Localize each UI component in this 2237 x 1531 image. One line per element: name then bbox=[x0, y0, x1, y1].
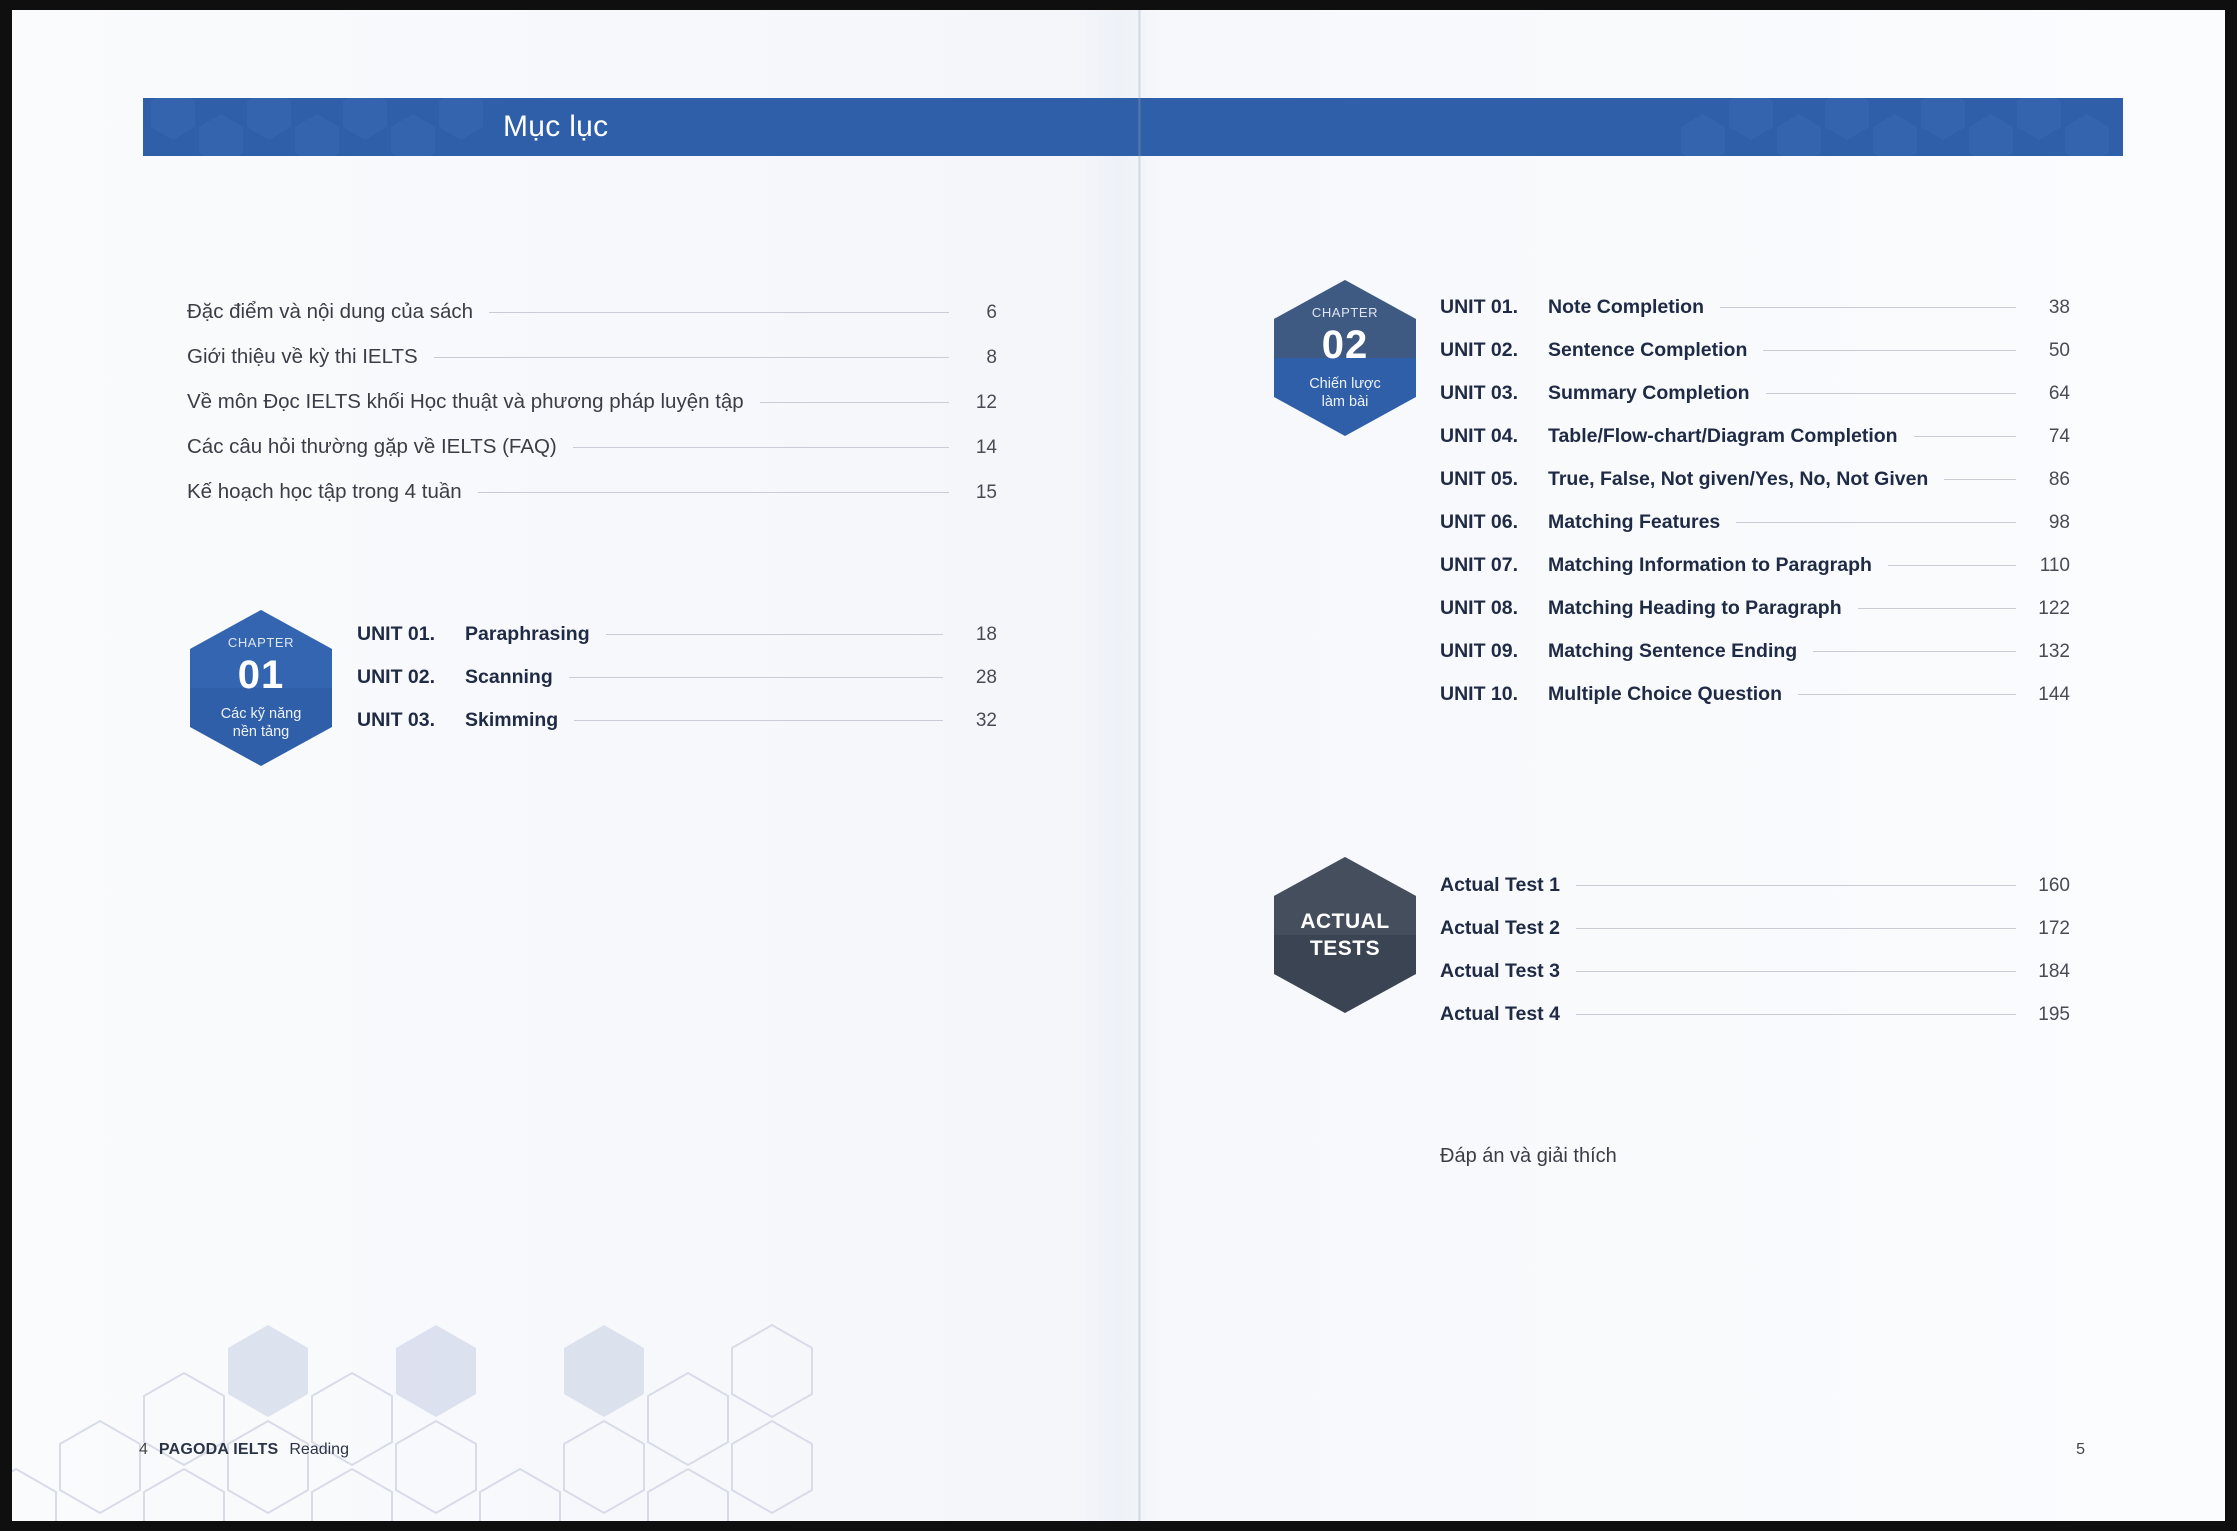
left-page-number: 4 bbox=[139, 1441, 148, 1458]
unit-page: 132 bbox=[2038, 641, 2070, 662]
actual-test-page: 172 bbox=[2038, 918, 2070, 939]
actual-test-title: Actual Test 3 bbox=[1440, 960, 1560, 982]
chapter-number: 02 bbox=[1321, 323, 1369, 367]
actual-test-row[interactable] bbox=[1440, 917, 2070, 960]
toc-row[interactable] bbox=[187, 390, 997, 435]
unit-page: 74 bbox=[2048, 426, 2070, 447]
toc-label: Kế hoạch học tập trong 4 tuần bbox=[187, 480, 462, 503]
unit-number: UNIT 07. bbox=[1440, 554, 1519, 576]
unit-page: 122 bbox=[2038, 598, 2070, 619]
toc-page: 15 bbox=[975, 482, 997, 503]
actual-test-row[interactable] bbox=[1440, 960, 2070, 1003]
chapter-subtitle-line1: Chiến lược bbox=[1309, 376, 1381, 392]
chapter-subtitle-line2: làm bài bbox=[1321, 394, 1369, 411]
actual-test-title: Actual Test 1 bbox=[1440, 874, 1560, 896]
chapter-number: 01 bbox=[237, 653, 285, 697]
actual-test-page: 195 bbox=[2038, 1004, 2070, 1025]
unit-number: UNIT 04. bbox=[1440, 425, 1519, 447]
actual-test-row[interactable] bbox=[1440, 1003, 2070, 1046]
actual-test-page: 160 bbox=[2038, 875, 2070, 896]
unit-title: True, False, Not given/Yes, No, Not Given bbox=[1548, 468, 1929, 490]
leader-dots bbox=[1736, 522, 2016, 523]
unit-title: Paraphrasing bbox=[465, 623, 590, 645]
leader-dots bbox=[1798, 694, 2016, 695]
unit-title: Matching Sentence Ending bbox=[1548, 640, 1798, 662]
unit-title: Skimming bbox=[465, 709, 559, 731]
actual-tests-list bbox=[1440, 874, 2070, 1046]
unit-row[interactable] bbox=[1440, 640, 2070, 683]
leader-dots bbox=[478, 492, 949, 493]
unit-page: 18 bbox=[975, 624, 997, 645]
leader-dots bbox=[1914, 436, 2016, 437]
leader-dots bbox=[1763, 350, 2016, 351]
unit-row[interactable] bbox=[1440, 296, 2070, 339]
leader-dots bbox=[489, 312, 949, 313]
chapter-01-badge bbox=[188, 608, 334, 768]
leader-dots bbox=[573, 447, 949, 448]
leader-dots bbox=[1766, 393, 2016, 394]
unit-title: Table/Flow-chart/Diagram Completion bbox=[1548, 425, 1898, 447]
toc-page: 6 bbox=[986, 302, 997, 323]
book-spread bbox=[12, 10, 2225, 1521]
unit-page: 38 bbox=[2048, 297, 2070, 318]
leader-dots bbox=[760, 402, 949, 403]
unit-row[interactable] bbox=[1440, 425, 2070, 468]
unit-row[interactable] bbox=[357, 623, 997, 666]
unit-number: UNIT 08. bbox=[1440, 597, 1519, 619]
answer-note: Đáp án và giải thích bbox=[1440, 1145, 1617, 1167]
leader-dots bbox=[1944, 479, 2016, 480]
unit-row[interactable] bbox=[1440, 554, 2070, 597]
actual-tests-badge-text bbox=[1272, 855, 1418, 1015]
leader-dots bbox=[1858, 608, 2016, 609]
chapter-subtitle-line1: Các kỹ năng bbox=[220, 706, 302, 722]
unit-title: Matching Information to Paragraph bbox=[1548, 554, 1872, 576]
unit-title: Multiple Choice Question bbox=[1548, 683, 1783, 705]
actual-test-row[interactable] bbox=[1440, 874, 2070, 917]
toc-row[interactable] bbox=[187, 300, 997, 345]
toc-label: Giới thiệu về kỳ thi IELTS bbox=[187, 345, 418, 368]
leader-dots bbox=[1888, 565, 2016, 566]
page-title: Mục lục bbox=[503, 110, 609, 143]
leader-dots bbox=[574, 720, 943, 721]
footer-brand: PAGODA IELTS bbox=[158, 1441, 279, 1458]
unit-row[interactable] bbox=[1440, 468, 2070, 511]
toc-label: Các câu hỏi thường gặp về IELTS (FAQ) bbox=[187, 435, 557, 458]
unit-page: 28 bbox=[975, 667, 997, 688]
unit-number: UNIT 01. bbox=[357, 623, 436, 645]
actual-test-title: Actual Test 4 bbox=[1440, 1003, 1560, 1025]
unit-title: Note Completion bbox=[1548, 296, 1704, 318]
actual-tests-line1: ACTUAL bbox=[1300, 909, 1390, 933]
leader-dots bbox=[1576, 928, 2016, 929]
chapter-01-unit-list bbox=[357, 623, 997, 752]
toc-page: 8 bbox=[986, 347, 997, 368]
unit-number: UNIT 03. bbox=[357, 709, 436, 731]
toc-page: 12 bbox=[975, 392, 997, 413]
leader-dots bbox=[606, 634, 943, 635]
unit-number: UNIT 10. bbox=[1440, 683, 1519, 705]
book-gutter bbox=[1138, 10, 1141, 1521]
chapter-02-badge-text bbox=[1272, 278, 1418, 438]
chapter-kicker: CHAPTER bbox=[1311, 304, 1379, 320]
leader-dots bbox=[1576, 1014, 2016, 1015]
unit-page: 98 bbox=[2048, 512, 2070, 533]
chapter-02-unit-list bbox=[1440, 296, 2070, 726]
unit-number: UNIT 06. bbox=[1440, 511, 1519, 533]
right-page-footer: 5 bbox=[2076, 1441, 2085, 1458]
unit-row[interactable] bbox=[1440, 339, 2070, 382]
unit-row[interactable] bbox=[1440, 683, 2070, 726]
unit-row[interactable] bbox=[1440, 597, 2070, 640]
toc-row[interactable] bbox=[187, 480, 997, 525]
unit-title: Matching Heading to Paragraph bbox=[1548, 597, 1842, 619]
unit-page: 50 bbox=[2048, 340, 2070, 361]
toc-page: 14 bbox=[975, 437, 997, 458]
toc-label: Đặc điểm và nội dung của sách bbox=[187, 300, 474, 323]
actual-tests-badge bbox=[1272, 855, 1418, 1015]
unit-number: UNIT 02. bbox=[357, 666, 436, 688]
unit-row[interactable] bbox=[1440, 382, 2070, 425]
unit-page: 64 bbox=[2048, 383, 2070, 404]
unit-number: UNIT 02. bbox=[1440, 339, 1519, 361]
banner-hexagon-pattern bbox=[143, 98, 2123, 156]
unit-title: Scanning bbox=[465, 666, 553, 688]
chapter-subtitle-line2: nền tảng bbox=[232, 724, 290, 741]
unit-title: Sentence Completion bbox=[1548, 339, 1748, 361]
unit-row[interactable] bbox=[357, 709, 997, 752]
chapter-kicker: CHAPTER bbox=[227, 634, 295, 650]
footer-section: Reading bbox=[289, 1441, 349, 1458]
actual-tests-line2: TESTS bbox=[1309, 937, 1381, 960]
leader-dots bbox=[1576, 971, 2016, 972]
unit-number: UNIT 01. bbox=[1440, 296, 1519, 318]
leader-dots bbox=[1576, 885, 2016, 886]
unit-page: 110 bbox=[2039, 555, 2070, 576]
unit-page: 144 bbox=[2038, 684, 2070, 705]
unit-number: UNIT 09. bbox=[1440, 640, 1519, 662]
unit-row[interactable] bbox=[1440, 511, 2070, 554]
left-page-footer bbox=[139, 1441, 349, 1459]
unit-title: Matching Features bbox=[1548, 511, 1721, 533]
toc-row[interactable] bbox=[187, 435, 997, 480]
leader-dots bbox=[1720, 307, 2016, 308]
chapter-01-badge-text bbox=[188, 608, 334, 768]
unit-number: UNIT 03. bbox=[1440, 382, 1519, 404]
chapter-02-badge bbox=[1272, 278, 1418, 438]
actual-test-page: 184 bbox=[2038, 961, 2070, 982]
unit-number: UNIT 05. bbox=[1440, 468, 1519, 490]
actual-test-title: Actual Test 2 bbox=[1440, 917, 1560, 939]
unit-page: 86 bbox=[2048, 469, 2070, 490]
unit-title: Summary Completion bbox=[1548, 382, 1750, 404]
leader-dots bbox=[1813, 651, 2016, 652]
page-header-banner bbox=[143, 98, 2123, 156]
toc-row[interactable] bbox=[187, 345, 997, 390]
toc-label: Về môn Đọc IELTS khối Học thuật và phương pháp luyện tập bbox=[187, 390, 744, 413]
front-matter-list bbox=[187, 300, 997, 525]
leader-dots bbox=[434, 357, 949, 358]
leader-dots bbox=[569, 677, 943, 678]
unit-page: 32 bbox=[975, 710, 997, 731]
unit-row[interactable] bbox=[357, 666, 997, 709]
